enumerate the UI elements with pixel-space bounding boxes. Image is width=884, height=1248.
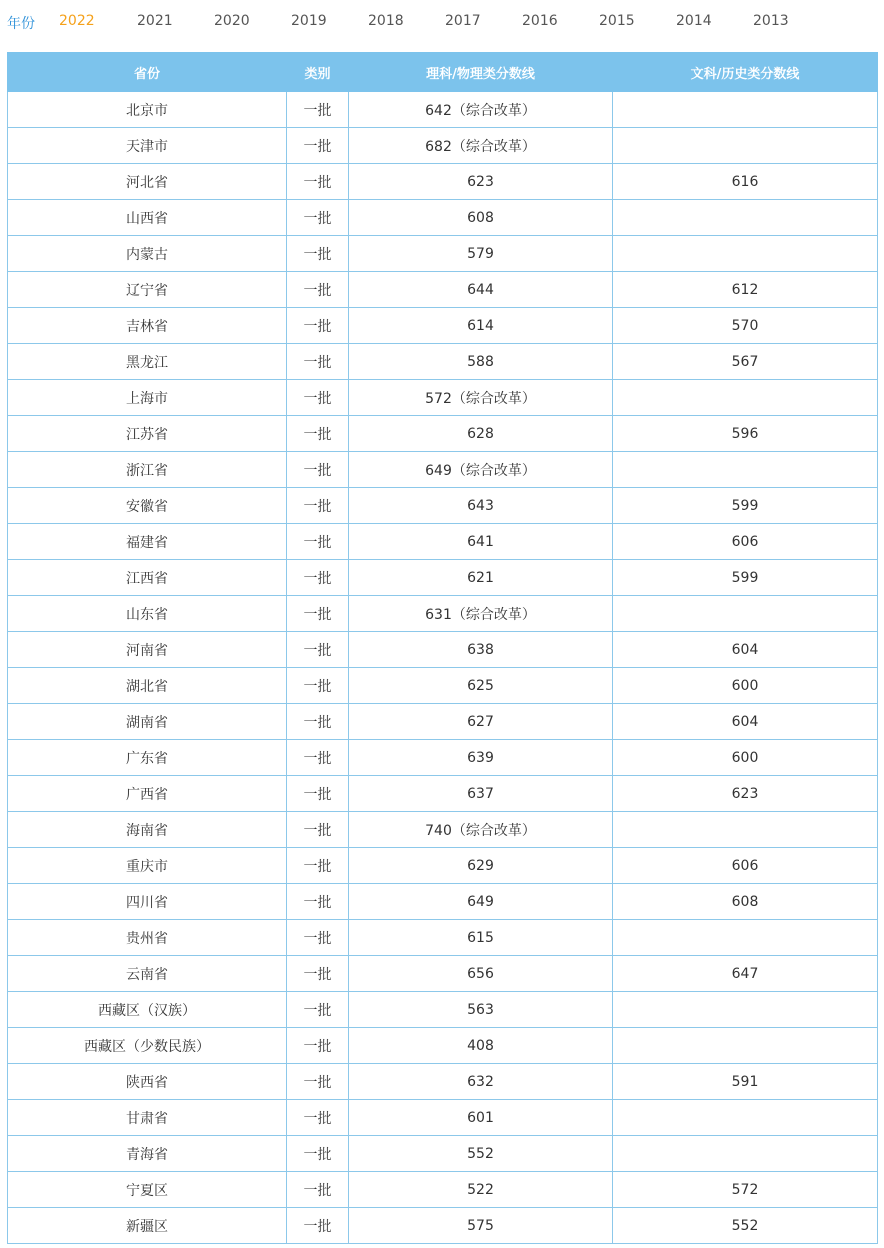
category-cell: 一批 (287, 416, 349, 452)
category-cell: 一批 (287, 344, 349, 380)
category-cell: 一批 (287, 1064, 349, 1100)
arts-score-cell (613, 380, 878, 416)
province-cell: 内蒙古 (8, 236, 287, 272)
score-table (7, 52, 878, 1244)
table-row (8, 992, 878, 1028)
province-cell: 西藏区（汉族） (8, 992, 287, 1028)
province-cell: 河南省 (8, 632, 287, 668)
category-cell: 一批 (287, 1028, 349, 1064)
col-header-category: 类别 (287, 53, 349, 92)
science-score-cell: 552 (349, 1136, 613, 1172)
science-score-cell: 642（综合改革） (349, 92, 613, 128)
arts-score-cell (613, 920, 878, 956)
category-cell: 一批 (287, 560, 349, 596)
science-score-cell: 615 (349, 920, 613, 956)
arts-score-cell: 596 (613, 416, 878, 452)
category-cell: 一批 (287, 200, 349, 236)
category-cell: 一批 (287, 1100, 349, 1136)
province-cell: 重庆市 (8, 848, 287, 884)
arts-score-cell: 570 (613, 308, 878, 344)
category-cell: 一批 (287, 776, 349, 812)
category-cell: 一批 (287, 1136, 349, 1172)
year-tab-2014[interactable]: 2014 (676, 13, 712, 29)
province-cell: 贵州省 (8, 920, 287, 956)
table-row (8, 560, 878, 596)
arts-score-cell: 616 (613, 164, 878, 200)
province-cell: 山西省 (8, 200, 287, 236)
year-tab-2013[interactable]: 2013 (753, 13, 789, 29)
table-row (8, 776, 878, 812)
year-filter-bar (0, 0, 884, 46)
category-cell: 一批 (287, 992, 349, 1028)
table-row (8, 848, 878, 884)
science-score-cell: 641 (349, 524, 613, 560)
category-cell: 一批 (287, 164, 349, 200)
arts-score-cell: 572 (613, 1172, 878, 1208)
province-cell: 河北省 (8, 164, 287, 200)
province-cell: 黑龙江 (8, 344, 287, 380)
category-cell: 一批 (287, 308, 349, 344)
province-cell: 广西省 (8, 776, 287, 812)
arts-score-cell: 600 (613, 740, 878, 776)
science-score-cell: 625 (349, 668, 613, 704)
category-cell: 一批 (287, 272, 349, 308)
table-row (8, 416, 878, 452)
table-row (8, 596, 878, 632)
table-row (8, 344, 878, 380)
category-cell: 一批 (287, 596, 349, 632)
arts-score-cell (613, 200, 878, 236)
arts-score-cell (613, 236, 878, 272)
province-cell: 广东省 (8, 740, 287, 776)
arts-score-cell: 612 (613, 272, 878, 308)
category-cell: 一批 (287, 668, 349, 704)
year-tab-2019[interactable]: 2019 (291, 13, 327, 29)
arts-score-cell: 604 (613, 632, 878, 668)
science-score-cell: 649 (349, 884, 613, 920)
table-row (8, 632, 878, 668)
science-score-cell: 682（综合改革） (349, 128, 613, 164)
arts-score-cell: 599 (613, 488, 878, 524)
science-score-cell: 638 (349, 632, 613, 668)
province-cell: 福建省 (8, 524, 287, 560)
province-cell: 山东省 (8, 596, 287, 632)
arts-score-cell: 599 (613, 560, 878, 596)
province-cell: 天津市 (8, 128, 287, 164)
science-score-cell: 563 (349, 992, 613, 1028)
category-cell: 一批 (287, 632, 349, 668)
year-tab-2016[interactable]: 2016 (522, 13, 558, 29)
science-score-cell: 614 (349, 308, 613, 344)
arts-score-cell (613, 812, 878, 848)
table-row (8, 128, 878, 164)
category-cell: 一批 (287, 92, 349, 128)
arts-score-cell (613, 92, 878, 128)
science-score-cell: 588 (349, 344, 613, 380)
arts-score-cell (613, 992, 878, 1028)
province-cell: 甘肃省 (8, 1100, 287, 1136)
table-row (8, 884, 878, 920)
science-score-cell: 623 (349, 164, 613, 200)
province-cell: 海南省 (8, 812, 287, 848)
table-row (8, 200, 878, 236)
col-header-arts-score: 文科/历史类分数线 (613, 53, 878, 92)
year-tab-2015[interactable]: 2015 (599, 13, 635, 29)
arts-score-cell: 606 (613, 848, 878, 884)
province-cell: 宁夏区 (8, 1172, 287, 1208)
table-body (8, 92, 878, 1244)
science-score-cell: 632 (349, 1064, 613, 1100)
table-row (8, 92, 878, 128)
arts-score-cell: 608 (613, 884, 878, 920)
table-row (8, 488, 878, 524)
table-row (8, 524, 878, 560)
col-header-science-score: 理科/物理类分数线 (349, 53, 613, 92)
science-score-cell: 629 (349, 848, 613, 884)
province-cell: 湖南省 (8, 704, 287, 740)
science-score-cell: 643 (349, 488, 613, 524)
arts-score-cell (613, 596, 878, 632)
science-score-cell: 608 (349, 200, 613, 236)
province-cell: 吉林省 (8, 308, 287, 344)
table-row (8, 164, 878, 200)
arts-score-cell: 591 (613, 1064, 878, 1100)
table-header-row (8, 53, 878, 92)
table-row (8, 920, 878, 956)
arts-score-cell: 604 (613, 704, 878, 740)
arts-score-cell: 567 (613, 344, 878, 380)
province-cell: 安徽省 (8, 488, 287, 524)
arts-score-cell: 606 (613, 524, 878, 560)
province-cell: 江西省 (8, 560, 287, 596)
year-tab-2021[interactable]: 2021 (137, 13, 173, 29)
table-row (8, 1172, 878, 1208)
science-score-cell: 656 (349, 956, 613, 992)
province-cell: 上海市 (8, 380, 287, 416)
science-score-cell: 579 (349, 236, 613, 272)
arts-score-cell (613, 1100, 878, 1136)
year-tab-2018[interactable]: 2018 (368, 13, 404, 29)
table-row (8, 956, 878, 992)
arts-score-cell: 600 (613, 668, 878, 704)
arts-score-cell: 647 (613, 956, 878, 992)
table-row (8, 740, 878, 776)
province-cell: 湖北省 (8, 668, 287, 704)
science-score-cell: 631（综合改革） (349, 596, 613, 632)
science-score-cell: 637 (349, 776, 613, 812)
province-cell: 江苏省 (8, 416, 287, 452)
province-cell: 浙江省 (8, 452, 287, 488)
category-cell: 一批 (287, 1172, 349, 1208)
table-row (8, 308, 878, 344)
arts-score-cell: 552 (613, 1208, 878, 1244)
table-row (8, 812, 878, 848)
category-cell: 一批 (287, 956, 349, 992)
table-row (8, 1208, 878, 1244)
province-cell: 新疆区 (8, 1208, 287, 1244)
table-row (8, 380, 878, 416)
table-row (8, 272, 878, 308)
science-score-cell: 644 (349, 272, 613, 308)
science-score-cell: 628 (349, 416, 613, 452)
arts-score-cell: 623 (613, 776, 878, 812)
year-filter-label: 年份 (7, 16, 35, 32)
col-header-province: 省份 (8, 53, 287, 92)
category-cell: 一批 (287, 884, 349, 920)
category-cell: 一批 (287, 452, 349, 488)
table-row (8, 452, 878, 488)
category-cell: 一批 (287, 488, 349, 524)
science-score-cell: 627 (349, 704, 613, 740)
province-cell: 青海省 (8, 1136, 287, 1172)
science-score-cell: 621 (349, 560, 613, 596)
category-cell: 一批 (287, 128, 349, 164)
province-cell: 云南省 (8, 956, 287, 992)
province-cell: 四川省 (8, 884, 287, 920)
arts-score-cell (613, 1028, 878, 1064)
table-row (8, 1100, 878, 1136)
arts-score-cell (613, 128, 878, 164)
year-tab-2022[interactable]: 2022 (59, 13, 95, 29)
province-cell: 辽宁省 (8, 272, 287, 308)
table-row (8, 1028, 878, 1064)
table-row (8, 1064, 878, 1100)
science-score-cell: 408 (349, 1028, 613, 1064)
table-row (8, 1136, 878, 1172)
category-cell: 一批 (287, 704, 349, 740)
province-cell: 陕西省 (8, 1064, 287, 1100)
science-score-cell: 572（综合改革） (349, 380, 613, 416)
science-score-cell: 639 (349, 740, 613, 776)
category-cell: 一批 (287, 740, 349, 776)
table-row (8, 704, 878, 740)
category-cell: 一批 (287, 236, 349, 272)
science-score-cell: 522 (349, 1172, 613, 1208)
table-row (8, 668, 878, 704)
province-cell: 西藏区（少数民族） (8, 1028, 287, 1064)
science-score-cell: 649（综合改革） (349, 452, 613, 488)
year-tab-2017[interactable]: 2017 (445, 13, 481, 29)
category-cell: 一批 (287, 380, 349, 416)
province-cell: 北京市 (8, 92, 287, 128)
arts-score-cell (613, 452, 878, 488)
category-cell: 一批 (287, 1208, 349, 1244)
arts-score-cell (613, 1136, 878, 1172)
category-cell: 一批 (287, 812, 349, 848)
category-cell: 一批 (287, 920, 349, 956)
science-score-cell: 601 (349, 1100, 613, 1136)
year-tab-2020[interactable]: 2020 (214, 13, 250, 29)
category-cell: 一批 (287, 848, 349, 884)
science-score-cell: 740（综合改革） (349, 812, 613, 848)
category-cell: 一批 (287, 524, 349, 560)
science-score-cell: 575 (349, 1208, 613, 1244)
table-row (8, 236, 878, 272)
